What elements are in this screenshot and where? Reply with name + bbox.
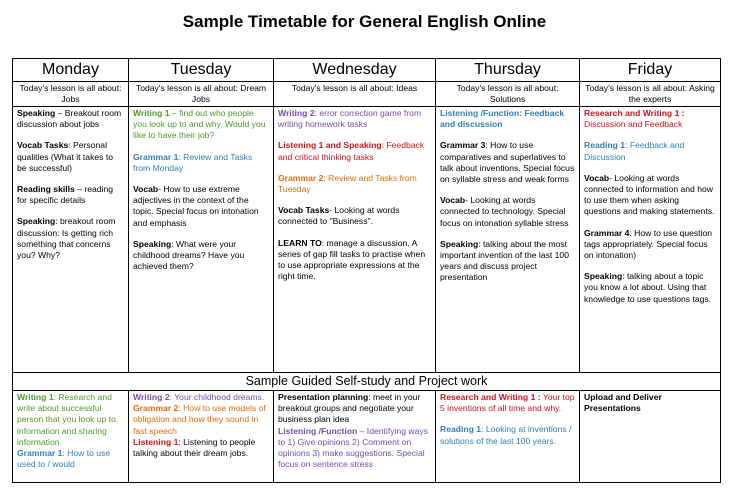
selfstudy-item: Upload and Deliver Presentations [584,392,662,414]
lesson-item: Research and Writing 1 : Discussion and Feedback [584,108,685,130]
lesson-item: Grammar 3: How to use comparatives and superlatives to talk about inventions. Special focus on syllable stress and weak forms [440,140,575,185]
lesson-item: Reading skills – reading for specific details [17,184,114,206]
topic-tuesday: Today's lesson is all about: Dream Jobs [129,82,274,107]
selfstudy-item: Research and Writing 1 : Your top 5 inventions of all time and why. [440,392,575,414]
selfstudy-item: Grammar 1: How to use used to / would [17,448,111,470]
lessons-wednesday [274,107,436,373]
selfstudy-item: Listening /Function – Identifying ways to 1) Give opinions 2) Comment on opinions 3) make suggestions. Special focus on sentence stress [278,425,428,470]
lesson-item: Grammar 4: How to use question tags appropriately. Special focus on intonation) [584,227,713,261]
selfstudy-item: Presentation planning: meet in your breakout groups and negotiate your business plan idea [278,392,421,425]
lesson-item: Writing 2: error correction game from writing homework tasks [278,108,422,130]
selfstudy-row [13,391,721,483]
lesson-item: Listening /Function: Feedback and discussion [440,108,565,130]
selfstudy-tuesday [129,391,274,483]
lesson-item: Grammar 1: Review and Tasks from Monday [133,151,253,173]
page-title: Sample Timetable for General English Online [182,12,547,31]
selfstudy-title: Sample Guided Self-study and Project work [13,373,721,391]
lesson-item: Reading 1: Feedback and Discussion [584,140,685,162]
selfstudy-item: Writing 1: Research and write about successful person that you look up to. information and sharing information [17,392,119,447]
day-friday: Friday [580,59,721,82]
topic-row [13,82,721,107]
lesson-item: Vocab Tasks: Personal qualities (What it takes to be successful) [17,140,114,173]
lessons-monday [13,107,129,373]
selfstudy-thursday [436,391,580,483]
lessons-thursday [436,107,580,373]
lessons-tuesday [129,107,274,373]
selfstudy-monday [13,391,129,483]
topic-wednesday: Today's lesson is all about: Ideas [274,82,436,107]
lesson-item: Speaking: talking about a topic you know a lot about. Using that knowledge to use questions tags. [584,271,712,304]
topic-friday: Today's lesson is all about: Asking the experts [580,82,721,107]
selfstudy-item: Grammar 2: How to use models of obligation and how they sound in fast speech [133,403,266,436]
topic-monday: Today's lesson is all about: Jobs [13,82,129,107]
lesson-item: Vocab Tasks- Looking at words connected to "Business". [278,205,400,227]
lesson-item: Writing 1 – find out who people you look up to and why. Would you like to have their job? [133,108,266,141]
lessons-row [13,107,721,373]
selfstudy-item: Reading 1: Looking at inventions / solutions of the last 100 years. [440,424,572,446]
lesson-item: Vocab- How to use extreme adjectives in the context of the topic. Special focus on intonation and emphasis [133,184,259,228]
day-monday: Monday [13,59,129,82]
selfstudy-friday [580,391,721,483]
selfstudy-wednesday [274,391,436,483]
lesson-item: LEARN TO: manage a discussion. A series of gap fill tasks to practise when to use appropriate expressions at the right time. [278,237,426,282]
lesson-item: Grammar 2: Review and Tasks from Tuesday [278,172,417,195]
selfstudy-item: Listening 1: Listening to people talking about their dream jobs. [133,436,256,459]
day-header-row [13,59,721,82]
day-thursday: Thursday [436,59,580,82]
day-tuesday: Tuesday [129,59,274,82]
lesson-item: Vocab- Looking at words connected to technology. Special focus on intonation syllable stress [440,195,569,228]
lesson-item: Speaking: What were your childhood dreams? Have you achieved them? [133,238,245,272]
lesson-item: Speaking: talking about the most important invention of the last 100 years and discuss project presentation [440,238,569,283]
lesson-item: Speaking – Breakout room discussion about jobs [17,108,122,130]
selfstudy-item: Writing 2: Your childhood dreams. [133,392,265,402]
lessons-friday [580,107,721,373]
lesson-item: Speaking: breakout room discussion: Is getting rich something that concerns you? Why? [17,216,116,261]
selfstudy-header-row [13,373,721,391]
day-wednesday: Wednesday [274,59,436,82]
lesson-item: Vocab- Looking at words connected to information and how to use them when asking questions and making statements. [584,172,715,217]
topic-thursday: Today's lesson is all about: Solutions [436,82,580,107]
timetable [12,58,721,483]
lesson-item: Listening 1 and Speaking: Feedback and critical thinking tasks [278,140,425,162]
